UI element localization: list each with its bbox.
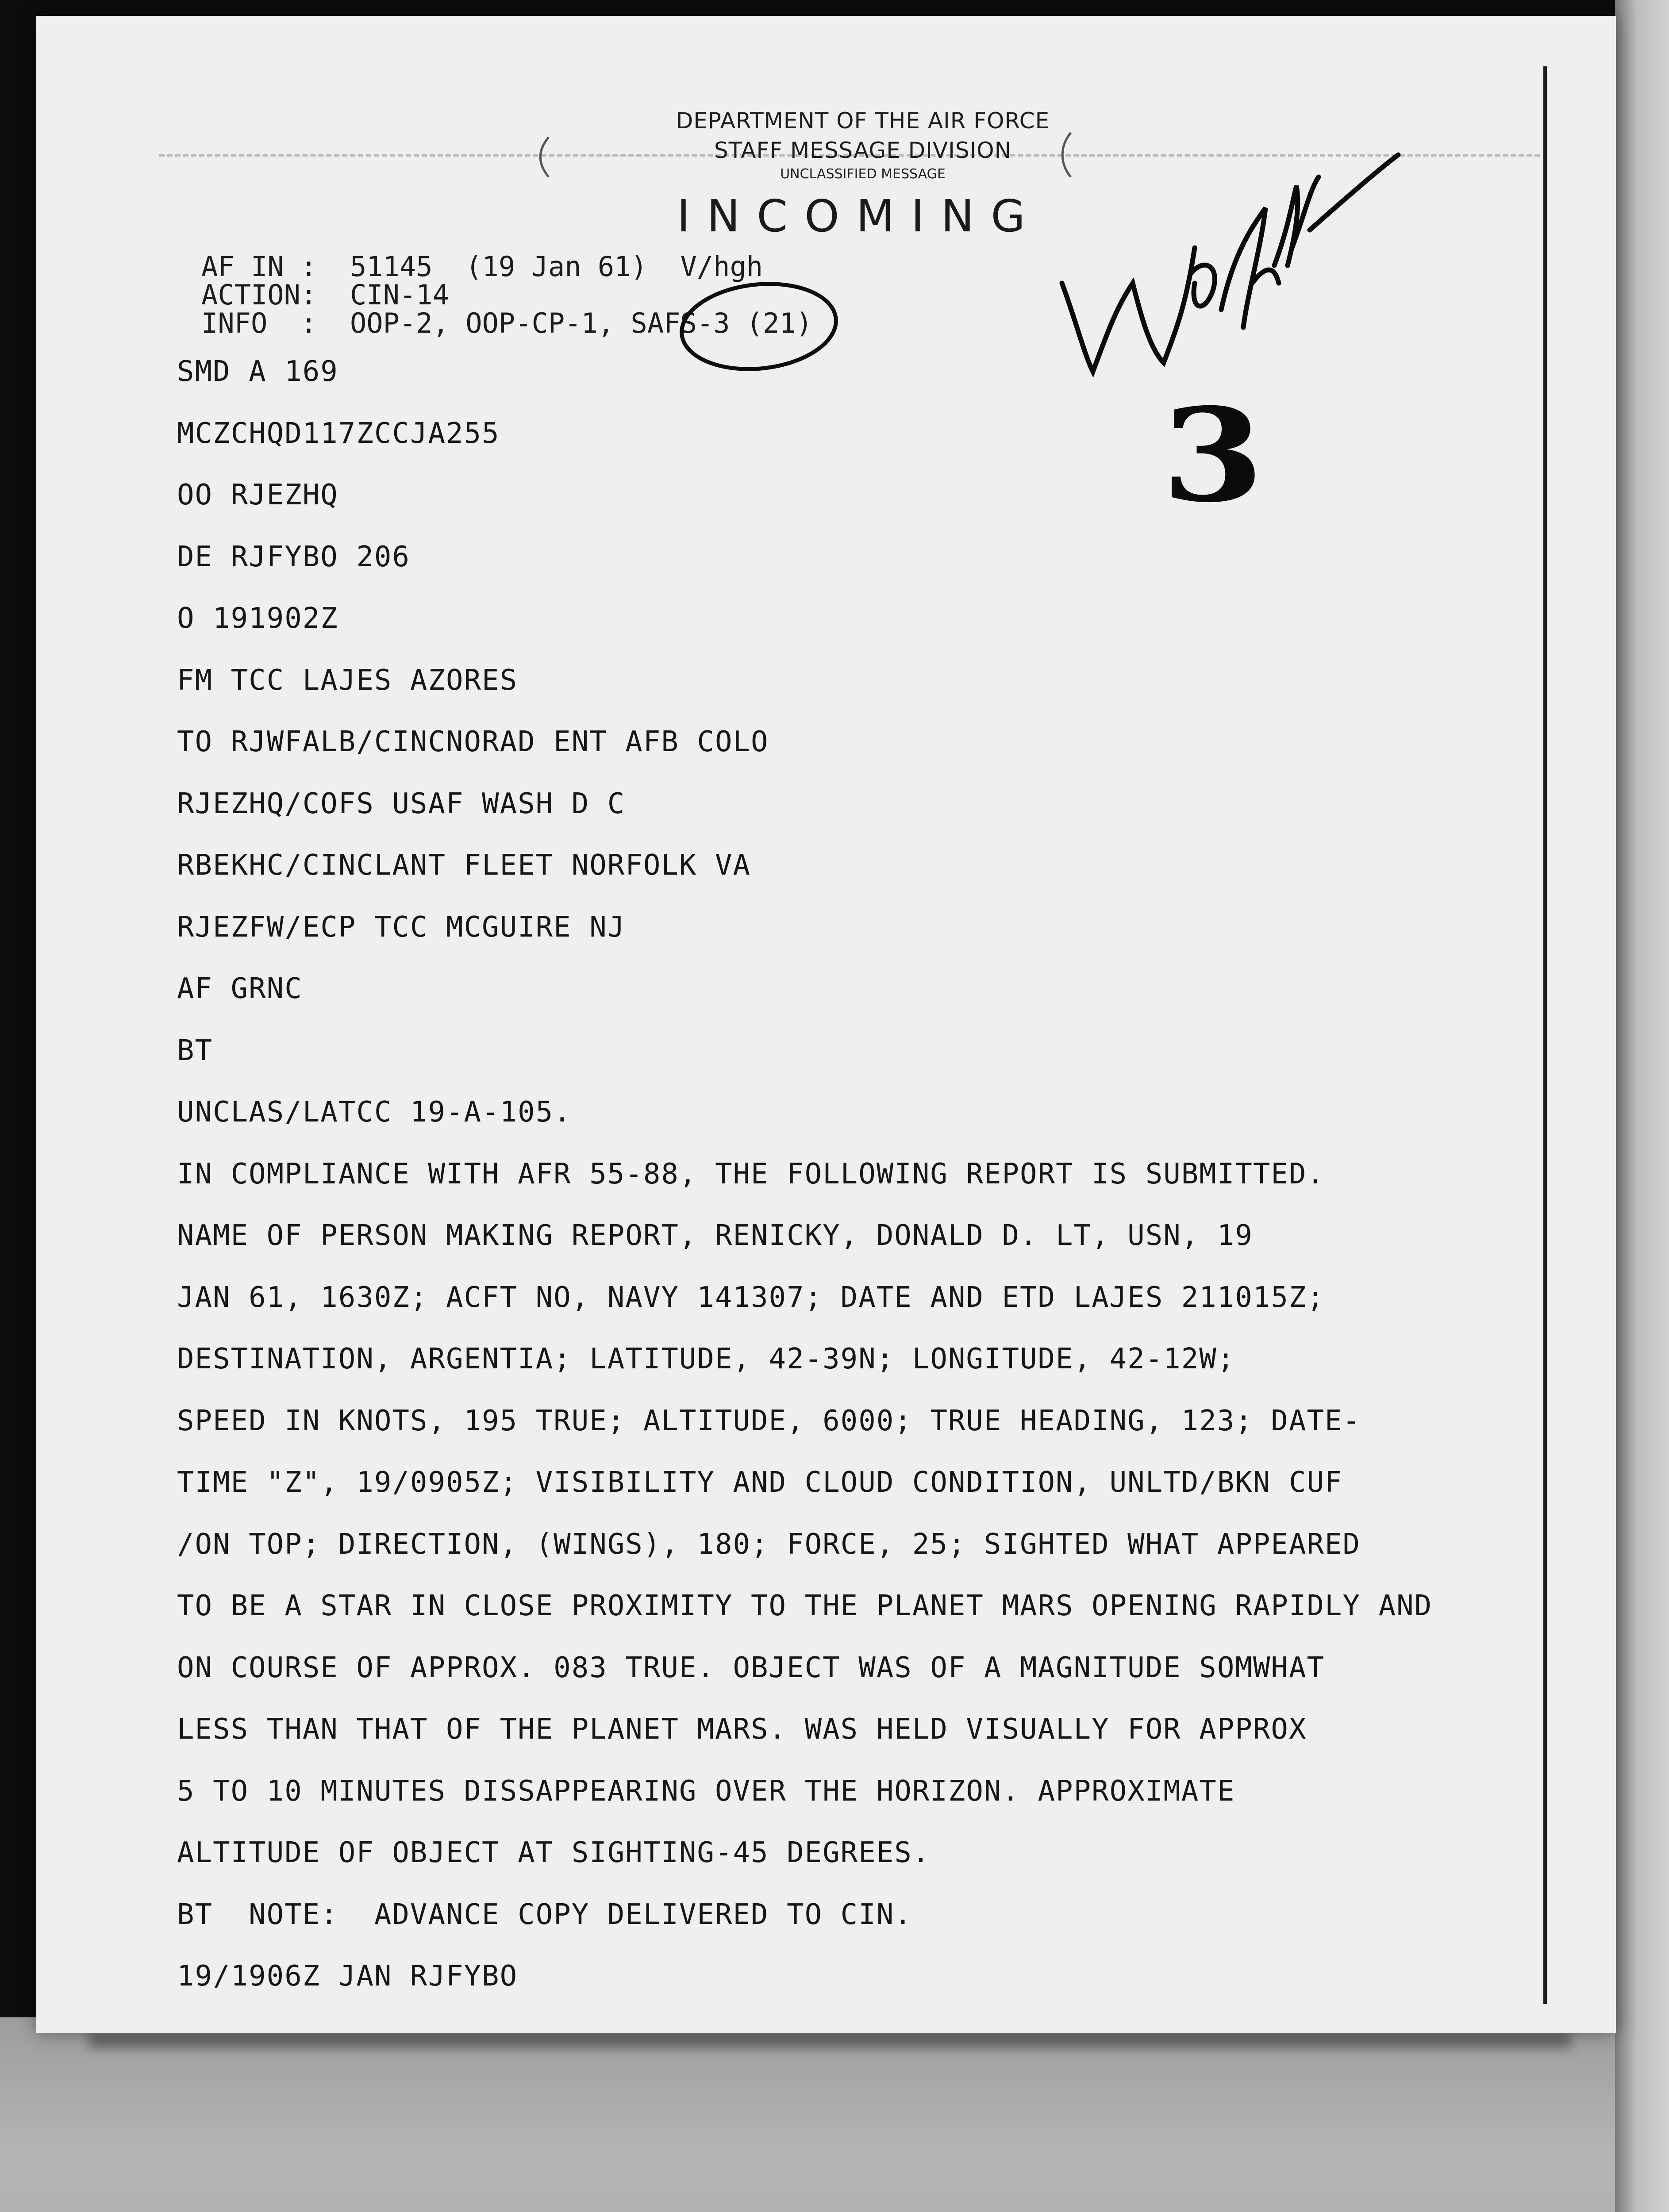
message-line: ON COURSE OF APPROX. 083 TRUE. OBJECT WAS OF A MAGNITUDE SOMWHAT: [177, 1651, 1325, 1684]
message-line: O 191902Z: [177, 602, 338, 635]
message-line: ALTITUDE OF OBJECT AT SIGHTING-45 DEGREES.: [177, 1836, 931, 1869]
message-line: IN COMPLIANCE WITH AFR 55-88, THE FOLLOWING REPORT IS SUBMITTED.: [177, 1157, 1325, 1190]
handwritten-number: 3: [1161, 380, 1264, 531]
message-line: MCZCHQD117ZCCJA255: [177, 417, 500, 450]
message-line: SMD A 169: [177, 355, 338, 388]
incoming-title: INCOMING: [677, 190, 1042, 242]
message-line: UNCLAS/LATCC 19-A-105.: [177, 1096, 572, 1129]
message-line: TO BE A STAR IN CLOSE PROXIMITY TO THE PLANET MARS OPENING RAPIDLY AND: [177, 1590, 1433, 1622]
af-in-line: AF IN : 51145 (19 Jan 61) V/hgh: [201, 250, 763, 283]
message-line: TIME "Z", 19/0905Z; VISIBILITY AND CLOUD CONDITION, UNLTD/BKN CUF: [177, 1466, 1343, 1499]
message-line: DESTINATION, ARGENTIA; LATITUDE, 42-39N; LONGITUDE, 42-12W;: [177, 1343, 1235, 1375]
message-line: BT: [177, 1034, 213, 1067]
message-line: RJEZFW/ECP TCC MCGUIRE NJ: [177, 910, 626, 944]
right-margin-rule: [1543, 66, 1547, 2004]
message-line: DE RJFYBO 206: [177, 540, 410, 573]
message-line: 19/1906Z JAN RJFYBO: [177, 1960, 518, 1993]
message-line: RBEKHC/CINCLANT FLEET NORFOLK VA: [177, 849, 751, 882]
message-body: [177, 349, 1540, 2016]
message-line: /ON TOP; DIRECTION, (WINGS), 180; FORCE, 25; SIGHTED WHAT APPEARED: [177, 1528, 1361, 1561]
letterhead: [575, 105, 1150, 184]
sheet-shadow: [88, 2031, 1571, 2048]
department-name: DEPARTMENT OF THE AIR FORCE: [676, 108, 1050, 134]
message-line: LESS THAN THAT OF THE PLANET MARS. WAS HELD VISUALLY FOR APPROX: [177, 1713, 1307, 1746]
classification-label: UNCLASSIFIED MESSAGE: [780, 166, 946, 182]
info-line: INFO : OOP-2, OOP-CP-1, SAFS-3 (21): [201, 307, 813, 339]
division-name: STAFF MESSAGE DIVISION: [714, 138, 1012, 163]
message-line: TO RJWFALB/CINCNORAD ENT AFB COLO: [177, 726, 769, 758]
message-line: BT NOTE: ADVANCE COPY DELIVERED TO CIN.: [177, 1898, 912, 1931]
message-line: RJEZHQ/COFS USAF WASH D C: [177, 787, 626, 820]
message-line: JAN 61, 1630Z; ACFT NO, NAVY 141307; DATE AND ETD LAJES 211015Z;: [177, 1281, 1325, 1314]
message-line: SPEED IN KNOTS, 195 TRUE; ALTITUDE, 6000; TRUE HEADING, 123; DATE-: [177, 1404, 1361, 1437]
scanner-edge: [1615, 0, 1669, 2212]
message-line: OO RJEZHQ: [177, 479, 338, 511]
message-line: 5 TO 10 MINUTES DISSAPPEARING OVER THE HORIZON. APPROXIMATE: [177, 1774, 1235, 1808]
message-line: FM TCC LAJES AZORES: [177, 664, 518, 697]
action-line: ACTION: CIN-14: [201, 279, 449, 311]
message-line: AF GRNC: [177, 972, 303, 1005]
message-line: NAME OF PERSON MAKING REPORT, RENICKY, DONALD D. LT, USN, 19: [177, 1219, 1253, 1252]
margin-smudge: [35, 2203, 150, 2212]
